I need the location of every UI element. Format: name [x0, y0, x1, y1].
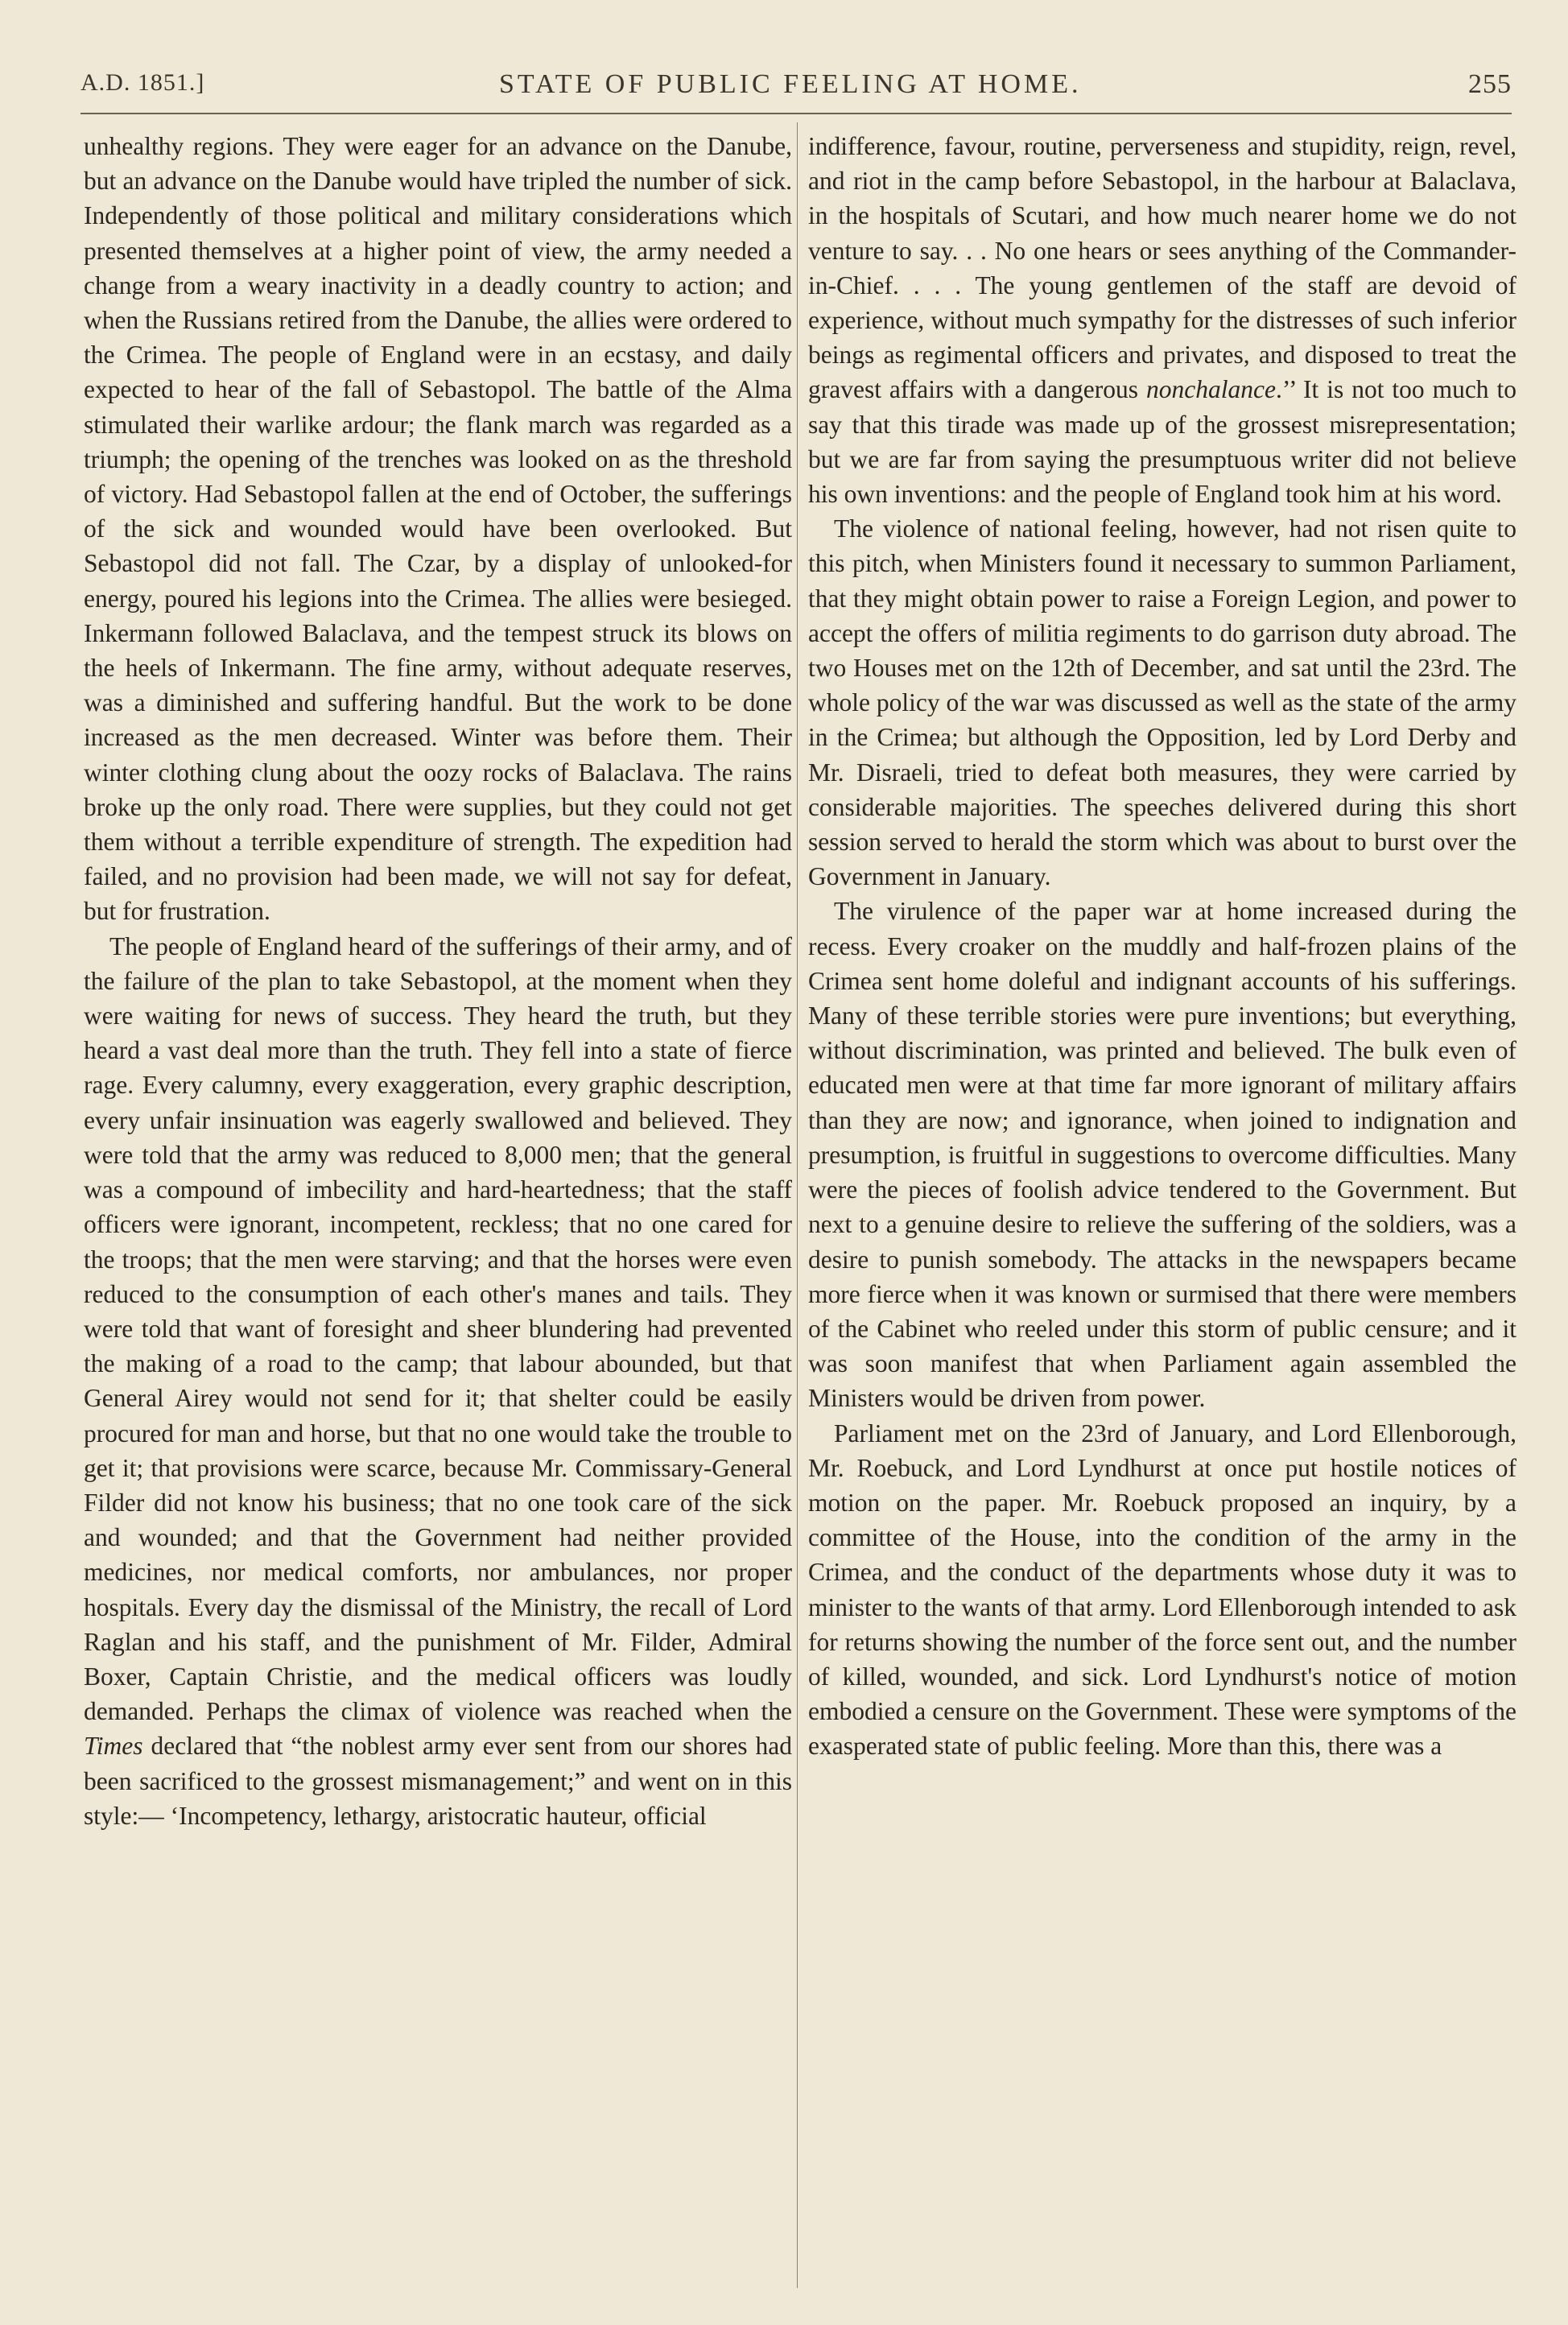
paragraph: The violence of national feeling, however, had not risen quite to this pitch, when Ministers found it necessary to summon Parliament, that they might obtain power to raise a Foreign Legion, and power to accept the offers of militia regiments to do garrison duty abroad. The two Houses met on the 12th of December, and sat until the 23rd. The whole policy of the war was discussed as well as the state of the army in the Crimea; but although the Opposition, led by Lord Derby and Mr. Disraeli, tried to defeat both measures, they were carried by considerable majorities. The speeches delivered during this short session served to herald the storm which was about to burst over the Government in January. [808, 514, 1516, 891]
header-date: A.D. 1851.] [80, 69, 205, 96]
paragraph: unhealthy regions. They were eager for an advance on the Danube, but an advance on the Danube would have tripled the number of sick. Independently of those political and military considerations which presented themselves at a higher point of view, the army needed a change from a weary inactivity in a deadly country to action; and when the Russians retired from the Danube, the allies were ordered to the Crimea. The people of England were in an ecstasy, and daily expected to hear of the fall of Sebastopol. The battle of the Alma stimulated their warlike ardour; the flank march was regarded as a triumph; the opening of the trenches was looked on as the threshold of victory. Had Sebastopol fallen at the end of October, the sufferings of the sick and wounded would have been overlooked. But Sebastopol did not fall. The Czar, by a display of unlooked-for energy, poured his legions into the Crimea. The allies were besieged. Inkermann followed Balaclava, and the tempest struck its blows on the heels of Inkermann. The fine army, without adequate reserves, was a diminished and suffering handful. But the work to be done increased as the men decreased. Winter was before them. Their winter clothing clung about the oozy rocks of Balaclava. The rains broke up the only road. There were supplies, but they could not get them without a terrible expenditure of strength. The expedition had failed, and no provision had been made, we will not say for defeat, but for frustration. [84, 132, 792, 926]
right-column [808, 129, 1516, 2286]
running-head [80, 69, 1512, 101]
newspaper-title: Times [84, 1732, 143, 1761]
paragraph: Parliament met on the 23rd of January, and Lord Ellenborough, Mr. Roebuck, and Lord Lyndhurst at once put hostile notices of motion on the paper. Mr. Roebuck proposed an inquiry, by a committee of the House, into the condition of the army in the Crimea, and the conduct of the departments whose duty it was to minister to the wants of that army. Lord Ellenborough intended to ask for returns showing the number of the force sent out, and the number of killed, wounded, and sick. Lord Lyndhurst's notice of motion embodied a censure on the Government. These were symptoms of the exasperated state of public feeling. More than this, there was a [808, 1419, 1516, 1761]
paragraph-text: .’’ It is not too much to say that this tirade was made up of the grossest misrepresentation; but we are far from saying the presumptuous writer did not believe his own inventions: and the people of England took him at his word. [808, 375, 1516, 509]
paragraph: The virulence of the paper war at home increased during the recess. Every croaker on the muddly and half-frozen plains of the Crimea sent home doleful and indignant accounts of his sufferings. Many of these terrible stories were pure inventions; but everything, without discrimination, was printed and believed. The bulk even of educated men were at that time far more ignorant of military affairs than they are now; and ignorance, when joined to indignation and presumption, is fruitful in suggestions to overcome difficulties. Many were the pieces of foolish advice tendered to the Government. But next to a genuine desire to relieve the suffering of the soldiers, was a desire to punish somebody. The attacks in the newspapers became more fierce when it was known or surmised that there were members of the Cabinet who reeled under this storm of public censure; and it was soon manifest that when Parliament again assembled the Ministers would be driven from power. [808, 897, 1516, 1413]
paragraph-text: declared that “the noblest army ever sent from our shores had been sacrificed to the grossest mismanagement;” and went on in this style:— ‘Incompetency, lethargy, aristocratic hauteur, official [84, 1732, 792, 1830]
italic-word: nonchalance [1145, 375, 1276, 404]
column-divider [797, 122, 798, 2288]
left-column [84, 129, 792, 2286]
paragraph-text: indifference, favour, routine, perverseness and stupidity, reign, revel, and riot in the camp before Sebastopol, in the harbour at Balaclava, in the hospitals of Scutari, and how much nearer home we do not venture to say. . . No one hears or sees anything of the Commander-in-Chief. . . . The young gentlemen of the staff are devoid of experience, without much sympathy for the distresses of such inferior beings as regimental officers and privates, and disposed to treat the gravest affairs with a dangerous [808, 132, 1516, 404]
header-title: STATE OF PUBLIC FEELING AT HOME. [499, 69, 1082, 99]
paragraph [808, 129, 1516, 511]
paragraph-text: The people of England heard of the sufferings of their army, and of the failure of the plan to take Sebastopol, at the moment when they were waiting for news of success. They heard the truth, but they heard a vast deal more than the truth. They fell into a state of fierce rage. Every calumny, every exaggeration, every graphic description, every unfair insinuation was eagerly swallowed and believed. They were told that the army was reduced to 8,000 men; that the general was a compound of imbecility and hard-heartedness; that the staff officers were ignorant, incompetent, reckless; that no one cared for the troops; that the men were starving; and that the horses were even reduced to the consumption of each other's manes and tails. They were told that want of foresight and sheer blundering had prevented the making of a road to the camp; that labour abounded, but that General Airey would not send for it; that shelter could be easily procured for man and horse, but that no one would take the trouble to get it; that provisions were scarce, because Mr. Commissary-General Filder did not know his business; that no one took care of the sick and wounded; and that the Government had neither provided medicines, nor medical comforts, nor ambulances, nor proper hospitals. Every day the dismissal of the Ministry, the recall of Lord Raglan and his staff, and the punishment of Mr. Filder, Admiral Boxer, Captain Christie, and the medical officers was loudly demanded. Perhaps the climax of violence was reached when the [84, 931, 792, 1726]
paragraph [84, 929, 792, 1833]
page-number: 255 [1468, 69, 1512, 99]
header-rule [80, 113, 1512, 114]
